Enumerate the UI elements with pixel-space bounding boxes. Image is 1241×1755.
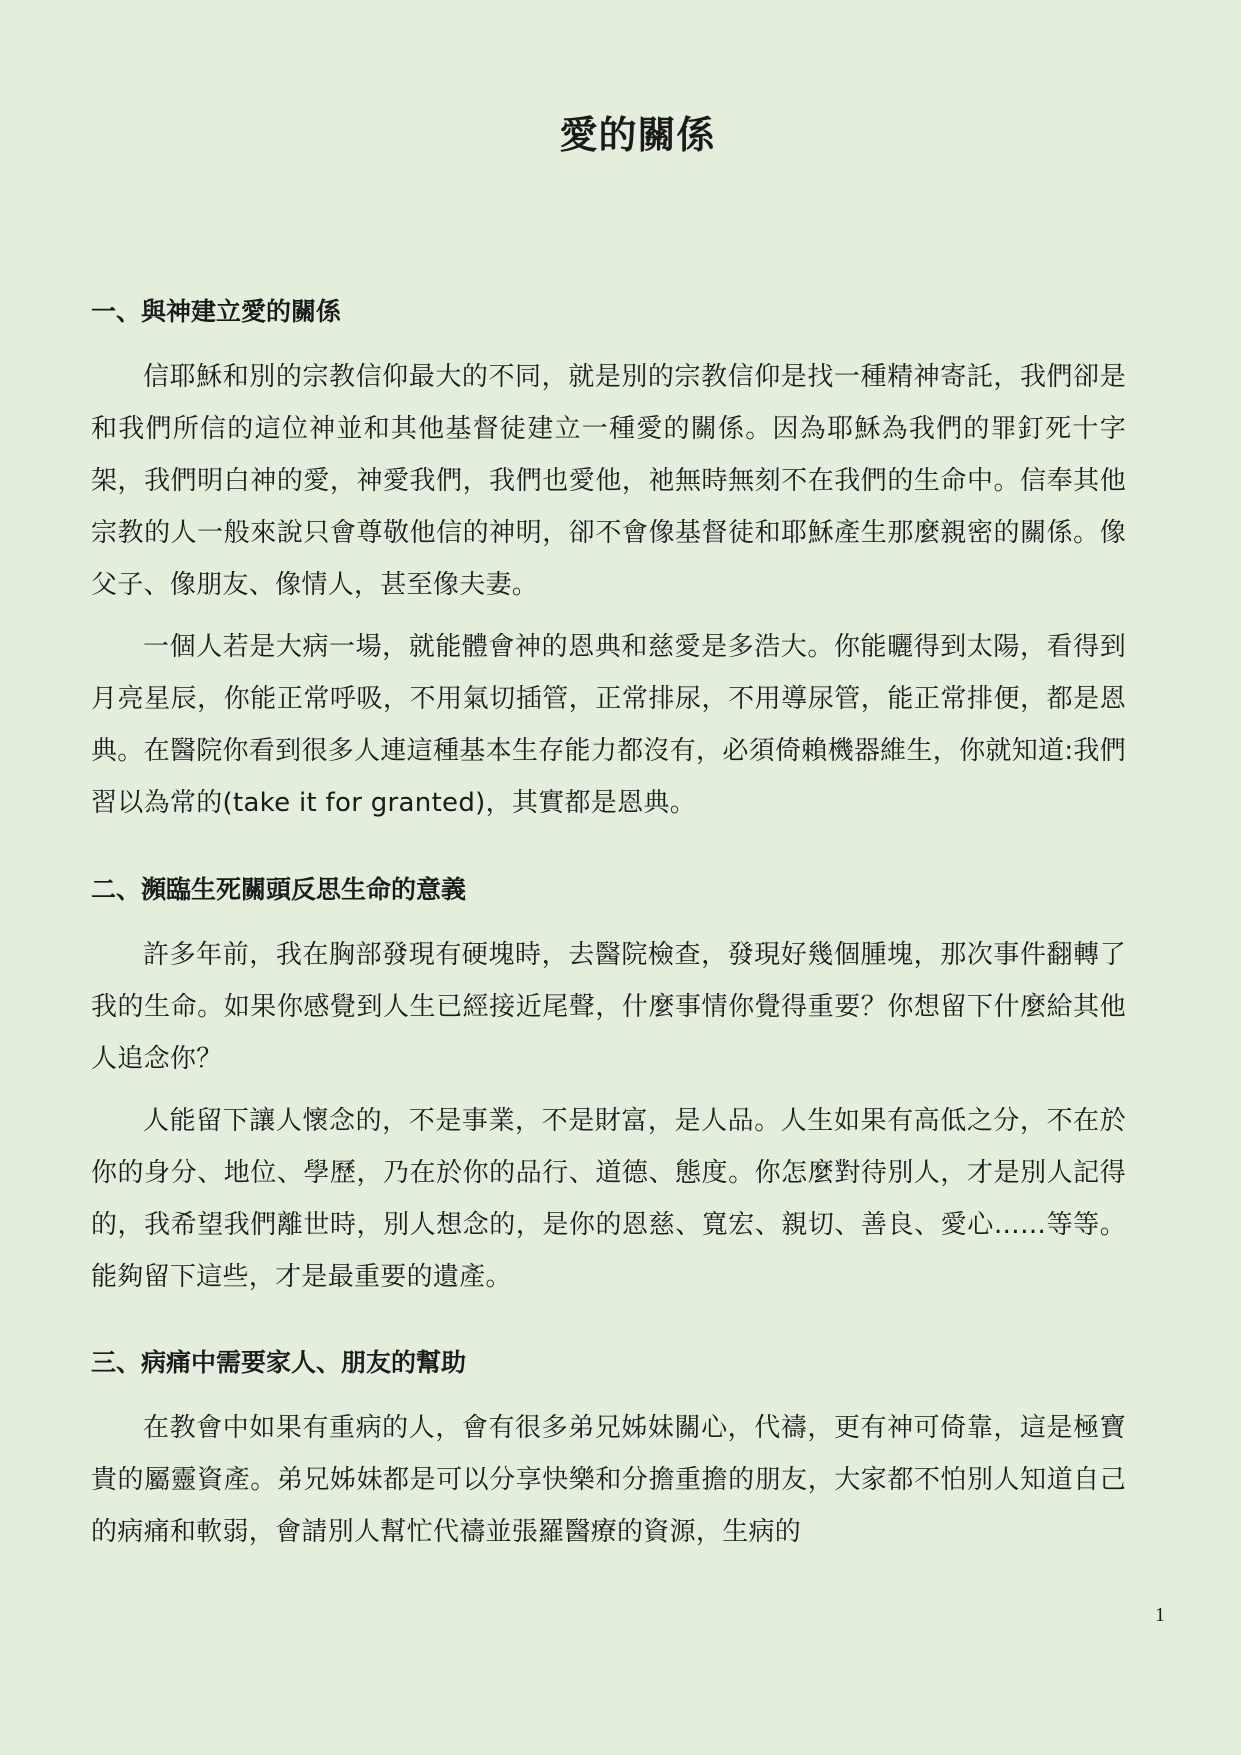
paragraph: 許多年前，我在胸部發現有硬塊時，去醫院檢查，發現好幾個腫塊，那次事件翻轉了我的生命。如果你感覺到人生已經接近尾聲，什麼事情你覺得重要？你想留下什麼給其他人追念你？ xyxy=(91,940,1126,1074)
section-meaning-of-life xyxy=(91,874,1126,1303)
paragraph: 在教會中如果有重病的人，會有很多弟兄姊妹關心，代禱，更有神可倚靠，這是極寶貴的屬靈資產。弟兄姊妹都是可以分享快樂和分擔重擔的朋友，大家都不怕別人知道自己的病痛和軟弱，會請別人幫忙代禱並張羅醫療的資源，生病的 xyxy=(91,1413,1126,1547)
paragraph: 信耶穌和別的宗教信仰最大的不同，就是別的宗教信仰是找一種精神寄託，我們卻是和我們所信的這位神並和其他基督徒建立一種愛的關係。因為耶穌為我們的罪釘死十字架，我們明白神的愛，神愛我們，我們也愛他，祂無時無刻不在我們的生命中。信奉其他宗教的人一般來說只會尊敬他信的神明，卻不會像基督徒和耶穌產生那麼親密的關係。像父子、像朋友、像情人，甚至像夫妻。 xyxy=(91,362,1126,600)
section-love-with-god xyxy=(91,296,1126,829)
paragraph: 一個人若是大病一場，就能體會神的恩典和慈愛是多浩大。你能曬得到太陽，看得到月亮星辰，你能正常呼吸，不用氣切插管，正常排尿，不用導尿管，能正常排便，都是恩典。在醫院你看到很多人連這種基本生存能力都沒有，必須倚賴機器維生，你就知道:我們習以為常的(take it for granted)，其實都是恩典。 xyxy=(91,632,1126,818)
paragraph: 人能留下讓人懷念的，不是事業，不是財富，是人品。人生如果有高低之分，不在於你的身分、地位、學歷，乃在於你的品行、道德、態度。你怎麼對待別人，才是別人記得的，我希望我們離世時，別人想念的，是你的恩慈、寬宏、親切、善良、愛心……等等。能夠留下這些，才是最重要的遺產。 xyxy=(91,1106,1126,1292)
page-title: 愛的關係 xyxy=(559,113,716,157)
section-family-and-friends xyxy=(91,1347,1126,1558)
page-number: 1 xyxy=(1155,1604,1165,1626)
section-heading: 一、與神建立愛的關係 xyxy=(91,297,342,326)
section-heading: 二、瀕臨生死關頭反思生命的意義 xyxy=(91,875,467,904)
section-heading: 三、病痛中需要家人、朋友的幫助 xyxy=(91,1348,467,1377)
